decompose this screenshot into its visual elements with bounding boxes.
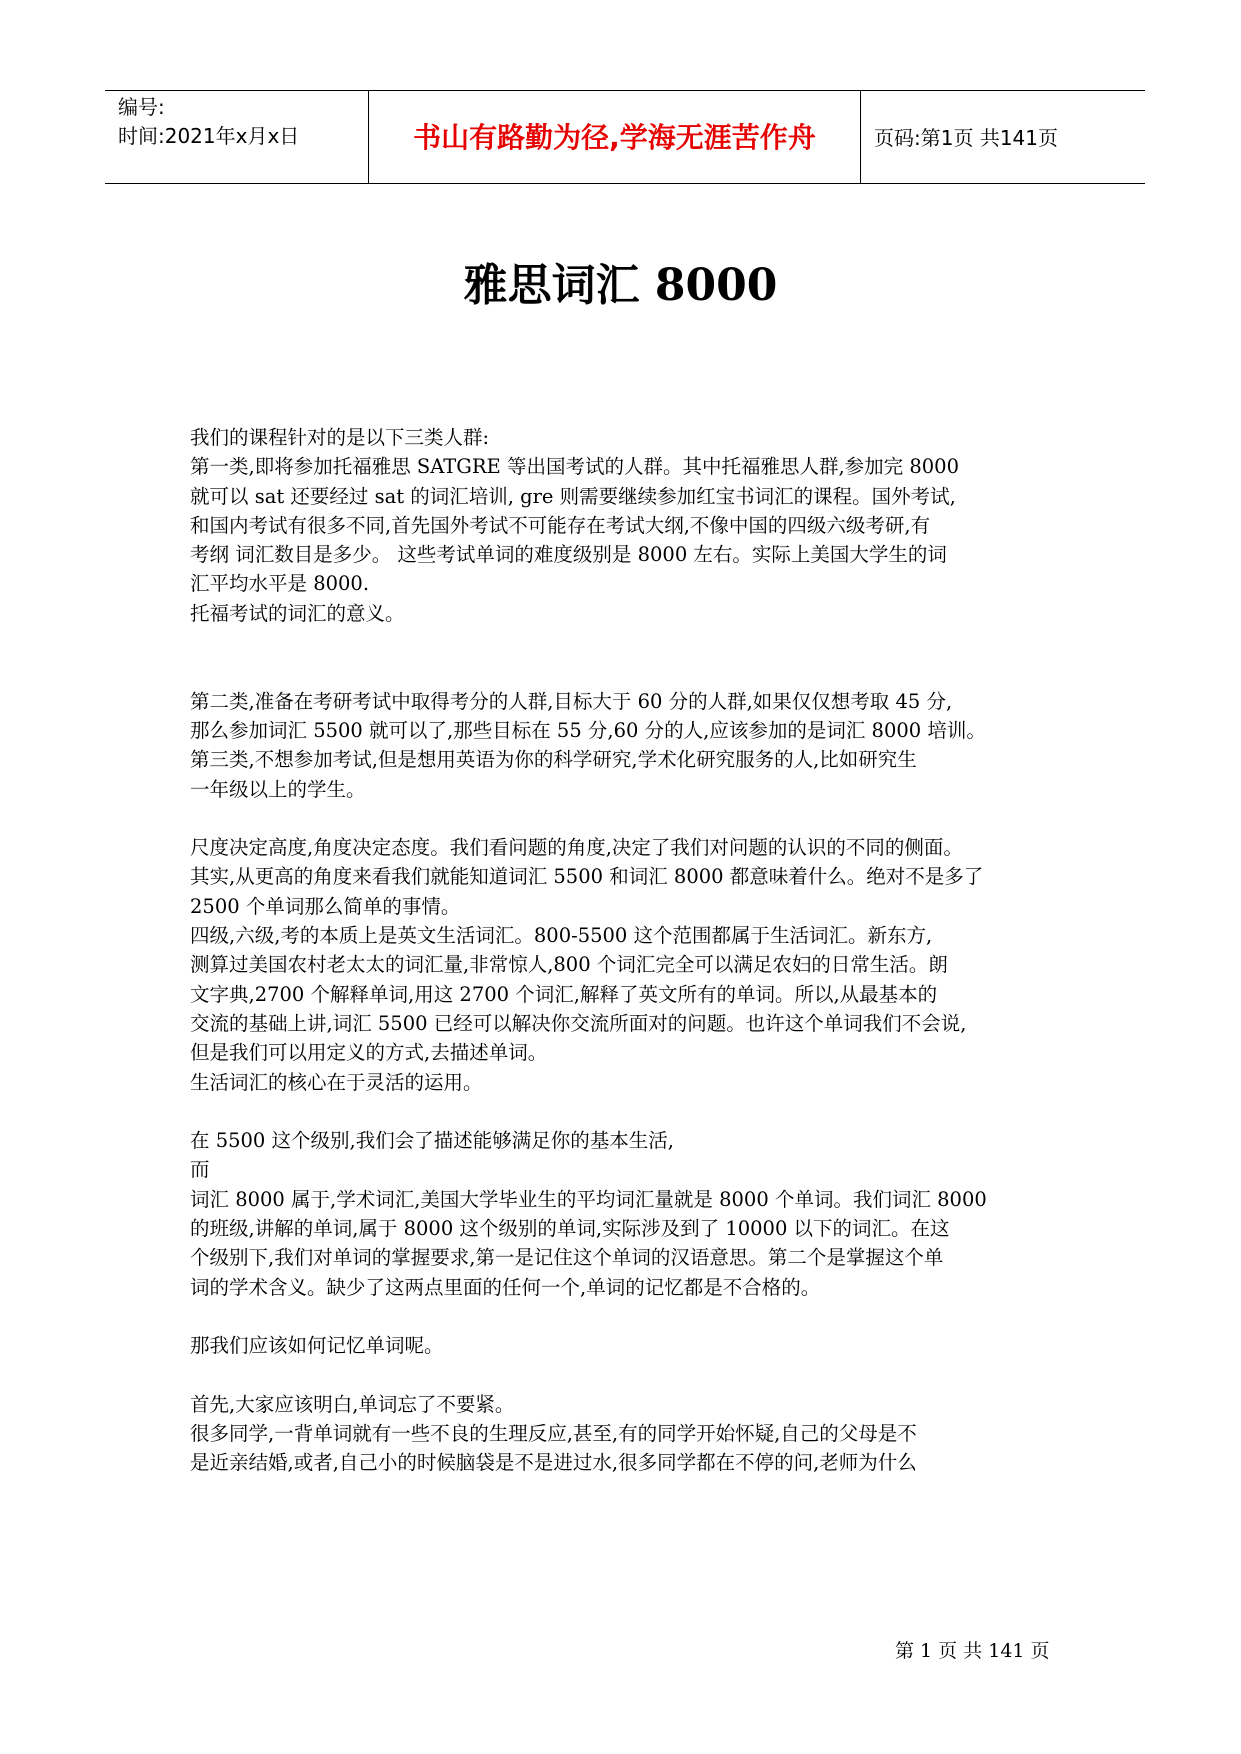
body-line: 那我们应该如何记忆单词呢。 (190, 1334, 444, 1358)
body-line: 词的学术含义。缺少了这两点里面的任何一个,单词的记忆都是不合格的。 (190, 1275, 821, 1299)
body-line (190, 804, 1070, 833)
body-line: 四级,六级,考的本质上是英文生活词汇。800-5500 这个范围都属于生活词汇。新东方, (190, 924, 933, 948)
body-line: 托福考试的词汇的意义。 (190, 601, 405, 625)
header-bottom-rule (105, 183, 1145, 184)
body-line: 首先,大家应该明白,单词忘了不要紧。 (190, 1392, 515, 1416)
body-line: 和国内考试有很多不同,首先国外考试不可能存在考试大纲,不像中国的四级六级考研,有 (190, 513, 931, 537)
body-line: 就可以 sat 还要经过 sat 的词汇培训, gre 则需要继续参加红宝书词汇的课程。国外考试, (190, 484, 956, 508)
body-line: 一年级以上的学生。 (190, 777, 366, 801)
body-line (190, 1361, 1070, 1390)
body-line: 词汇 8000 属于,学术词汇,美国大学毕业生的平均词汇量就是 8000 个单词。我们词汇 8000 (190, 1187, 987, 1211)
document-time-label: 时间:2021年x月x日 (118, 124, 300, 148)
document-code-label: 编号: (118, 95, 165, 119)
body-line: 第二类,准备在考研考试中取得考分的人群,目标大于 60 分的人群,如果仅仅想考取 45 分, (190, 689, 953, 713)
body-line: 在 5500 这个级别,我们会了描述能够满足你的基本生活, (190, 1129, 674, 1153)
body-line: 测算过美国农村老太太的词汇量,非常惊人,800 个词汇完全可以满足农妇的日常生活。朗 (190, 953, 948, 977)
header-page-info: 页码:第1页 共141页 (874, 126, 1058, 150)
body-line: 个级别下,我们对单词的掌握要求,第一是记住这个单词的汉语意思。第二个是掌握这个单 (190, 1246, 944, 1270)
body-line: 汇平均水平是 8000. (190, 572, 370, 596)
body-line: 其实,从更高的角度来看我们就能知道词汇 5500 和词汇 8000 都意味着什么。绝对不是多了 (190, 865, 984, 889)
body-line: 第一类,即将参加托福雅思 SATGRE 等出国考试的人群。其中托福雅思人群,参加完 8000 (190, 455, 959, 479)
header-motto: 书山有路勤为径,学海无涯苦作舟 (413, 121, 816, 154)
body-line: 但是我们可以用定义的方式,去描述单词。 (190, 1041, 548, 1065)
body-line: 那么参加词汇 5500 就可以了,那些目标在 55 分,60 分的人,应该参加的是词汇 8000 培训。 (190, 718, 986, 742)
body-line: 的班级,讲解的单词,属于 8000 这个级别的单词,实际涉及到了 10000 以下的词汇。在这 (190, 1217, 950, 1241)
body-line: 第三类,不想参加考试,但是想用英语为你的科学研究,学术化研究服务的人,比如研究生 (190, 748, 917, 772)
body-line: 考纲 词汇数目是多少。 这些考试单词的难度级别是 8000 左右。实际上美国大学生的词 (190, 543, 947, 567)
body-line: 交流的基础上讲,词汇 5500 已经可以解决你交流所面对的问题。也许这个单词我们不会说, (190, 1011, 967, 1035)
body-line: 生活词汇的核心在于灵活的运用。 (190, 1070, 483, 1094)
header-divider-right (860, 90, 861, 183)
body-line: 尺度决定高度,角度决定态度。我们看问题的角度,决定了我们对问题的认识的不同的侧面。 (190, 836, 963, 860)
page-footer: 第 1 页 共 141 页 (895, 1640, 1050, 1662)
document-body (190, 423, 1070, 1478)
body-line: 文字典,2700 个解释单词,用这 2700 个词汇,解释了英文所有的单词。所以,从最基本的 (190, 982, 938, 1006)
document-title: 雅思词汇 8000 (463, 260, 778, 311)
body-line: 而 (190, 1158, 210, 1182)
body-line (190, 628, 1070, 657)
header-divider-left (368, 90, 369, 183)
body-line: 2500 个单词那么简单的事情。 (190, 894, 461, 918)
header-top-rule (105, 90, 1145, 91)
body-line: 我们的课程针对的是以下三类人群: (190, 426, 490, 449)
body-line (190, 1097, 1070, 1126)
body-line: 很多同学,一背单词就有一些不良的生理反应,甚至,有的同学开始怀疑,自己的父母是不 (190, 1422, 917, 1446)
header-meta (118, 93, 299, 151)
body-line: 是近亲结婚,或者,自己小的时候脑袋是不是进过水,很多同学都在不停的问,老师为什么 (190, 1451, 917, 1475)
body-line (190, 657, 1070, 686)
body-line (190, 1302, 1070, 1331)
